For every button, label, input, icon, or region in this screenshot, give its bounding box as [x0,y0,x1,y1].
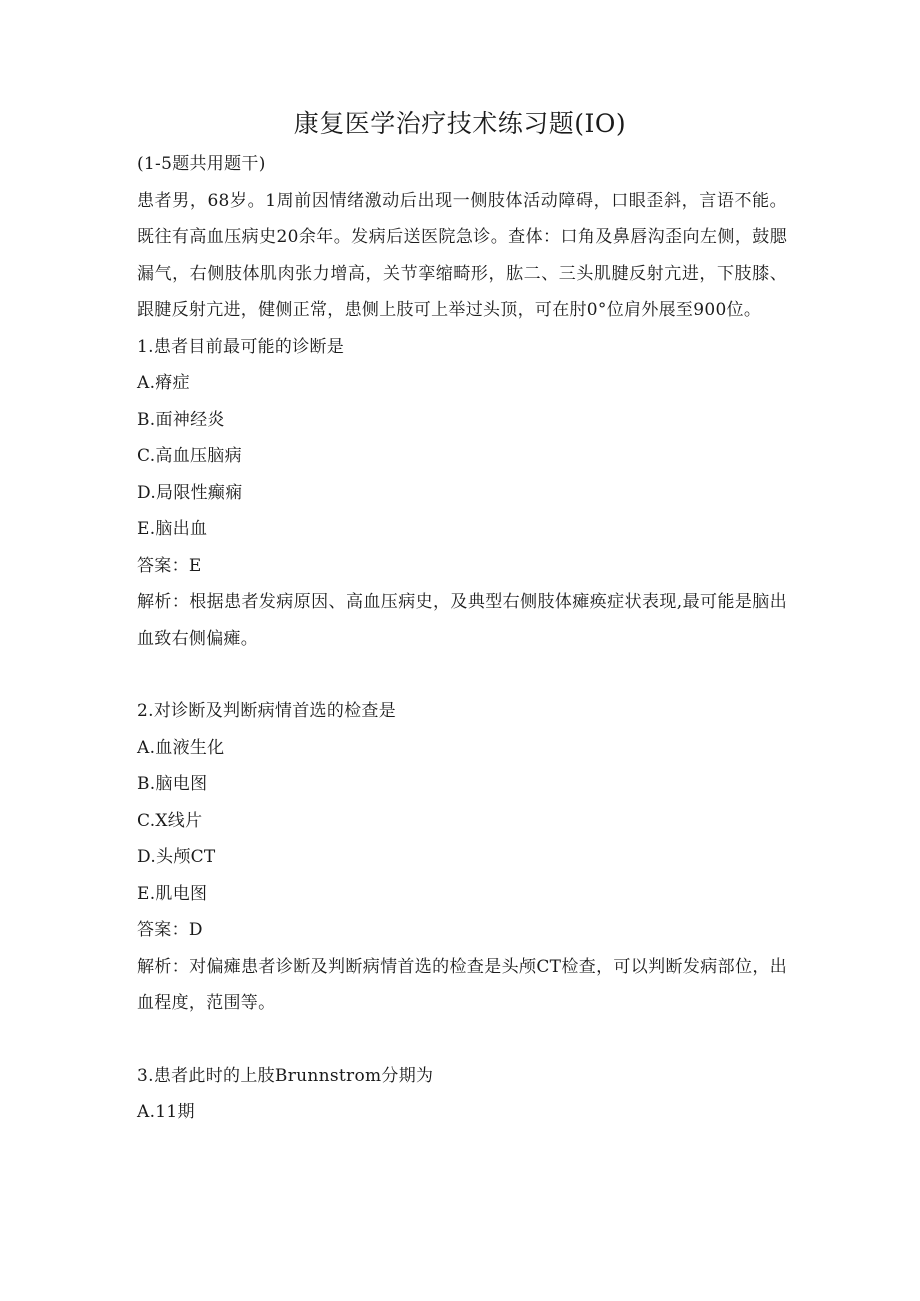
case-stem: 患者男，68岁。1周前因情绪激动后出现一侧肢体活动障碍，口眼歪斜，言语不能。既往有高血压病史20余年。发病后送医院急诊。查体：口角及鼻唇沟歪向左侧，鼓腮漏气，右侧肢体肌肉张力增高，关节挛缩畸形，肱二、三头肌腱反射亢进，下肢膝、跟腱反射亢进，健侧正常，患侧上肢可上举过头顶，可在肘0°位肩外展至900位。 [137,190,787,320]
question-group-label: (1-5题共用题干) [137,154,266,174]
question-text: 2.对诊断及判断病情首选的检查是 [137,701,397,721]
option-b: B.脑电图 [137,774,208,794]
option-a: A.瘠症 [137,373,190,393]
spacer [137,657,787,693]
question-text: 1.患者目前最可能的诊断是 [137,336,345,357]
document-title: 康复医学治疗技术练习题(IO) [293,109,627,138]
question-block-3 [137,1058,787,1131]
question-text: 3.患者此时的上肢Brunnstrom分期为 [137,1065,434,1086]
analysis: 解析：对偏瘫患者诊断及判断病情首选的检查是头颅CT检查，可以判断发病部位，出血程度，范围等。 [137,956,787,1013]
spacer [137,1022,787,1058]
option-a: A.血液生化 [137,737,225,758]
option-c: C.高血压脑病 [137,446,242,466]
option-b: B.面神经炎 [137,409,225,430]
answer: 答案：E [137,555,202,576]
option-d: D.局限性癫痫 [137,482,243,503]
option-e: E.脑出血 [137,519,208,539]
option-a: A.11期 [137,1102,195,1122]
document-body [137,146,787,1131]
answer: 答案：D [137,920,203,940]
question-block-1 [137,329,787,658]
option-d: D.头颅CT [137,847,216,867]
analysis: 解析：根据患者发病原因、高血压病史，及典型右侧肢体瘫痪症状表现,最可能是脑出血致右侧偏瘫。 [137,592,787,649]
option-e: E.肌电图 [137,883,208,904]
option-c: C.X线片 [137,810,203,831]
question-block-2 [137,693,787,1022]
